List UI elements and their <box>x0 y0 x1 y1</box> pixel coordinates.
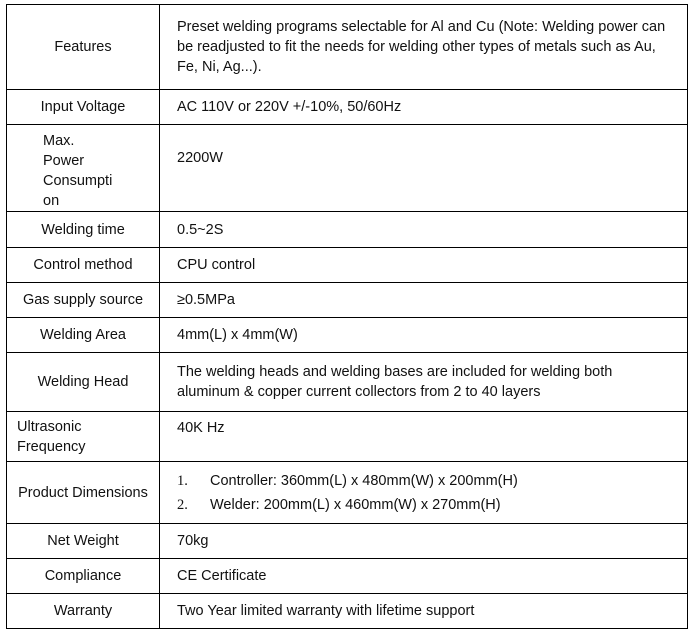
spec-row-welding-head <box>7 353 688 412</box>
spec-value: ≥0.5MPa <box>160 283 688 318</box>
spec-value: The welding heads and welding bases are included for welding both aluminum & copper current collectors from 2 to 40 layers <box>160 353 688 412</box>
spec-value: 40K Hz <box>160 412 688 462</box>
spec-row-features <box>7 5 688 90</box>
spec-table <box>6 4 688 629</box>
spec-value: CE Certificate <box>160 559 688 594</box>
spec-value: 4mm(L) x 4mm(W) <box>160 318 688 353</box>
spec-row-welding-time <box>7 212 688 248</box>
spec-label: Welding Head <box>7 353 160 412</box>
spec-label: Welding Area <box>7 318 160 353</box>
spec-value <box>160 462 688 524</box>
spec-label-multiline: Ultrasonic Frequency <box>17 418 86 455</box>
spec-value: Preset welding programs selectable for Al and Cu (Note: Welding power can be readjusted to fit the needs for welding other types of metals such as Au, Fe, Ni, Ag...). <box>160 5 688 90</box>
spec-row-net-weight <box>7 524 688 559</box>
spec-label: Warranty <box>7 594 160 629</box>
list-item-text: Welder: 200mm(L) x 460mm(W) x 270mm(H) <box>210 496 501 513</box>
spec-label-multiline <box>43 131 123 211</box>
list-item <box>177 495 679 515</box>
spec-label <box>7 412 160 462</box>
spec-row-input-voltage <box>7 90 688 125</box>
spec-row-ultrasonic-frequency <box>7 412 688 462</box>
spec-label: Welding time <box>7 212 160 248</box>
list-item-number: 1. <box>177 472 188 489</box>
spec-row-product-dimensions <box>7 462 688 524</box>
spec-label: Gas supply source <box>7 283 160 318</box>
spec-label-line: on <box>43 193 60 209</box>
spec-label <box>7 125 160 212</box>
dimensions-list <box>177 471 679 515</box>
spec-value: 0.5~2S <box>160 212 688 248</box>
spec-label: Net Weight <box>7 524 160 559</box>
spec-row-control-method <box>7 248 688 283</box>
spec-label-line: Consumpti <box>43 173 113 189</box>
list-item-number: 2. <box>177 496 188 513</box>
spec-value: 70kg <box>160 524 688 559</box>
spec-label-line: Max. <box>43 133 75 149</box>
spec-value: CPU control <box>160 248 688 283</box>
spec-label-line: Power <box>43 153 85 169</box>
spec-label: Compliance <box>7 559 160 594</box>
spec-label: Control method <box>7 248 160 283</box>
spec-row-gas-supply <box>7 283 688 318</box>
spec-label: Features <box>7 5 160 90</box>
spec-value: 2200W <box>160 125 688 212</box>
spec-label: Product Dimensions <box>7 462 160 524</box>
spec-value: AC 110V or 220V +/-10%, 50/60Hz <box>160 90 688 125</box>
spec-row-max-power <box>7 125 688 212</box>
spec-label: Input Voltage <box>7 90 160 125</box>
list-item <box>177 471 679 491</box>
spec-row-warranty <box>7 594 688 629</box>
list-item-text: Controller: 360mm(L) x 480mm(W) x 200mm(H) <box>210 472 518 489</box>
spec-value: Two Year limited warranty with lifetime support <box>160 594 688 629</box>
spec-row-compliance <box>7 559 688 594</box>
spec-row-welding-area <box>7 318 688 353</box>
